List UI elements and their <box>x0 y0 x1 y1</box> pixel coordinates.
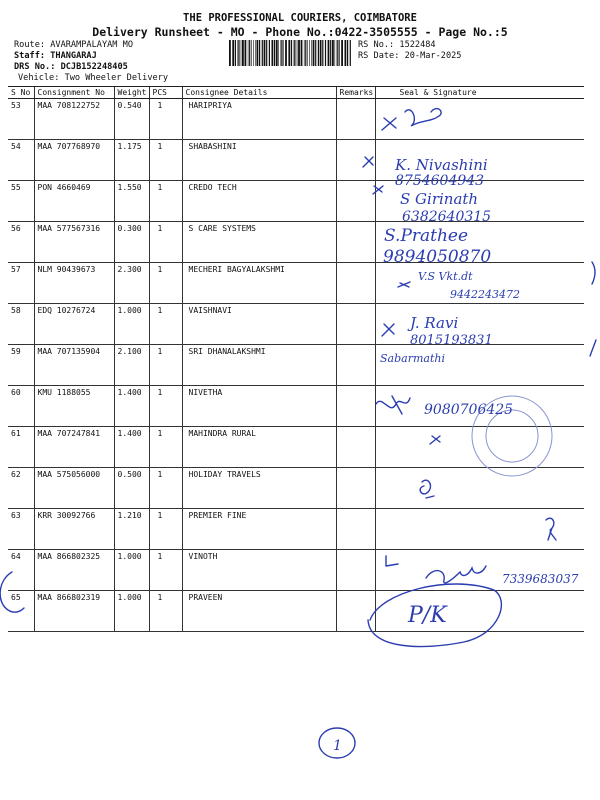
cell-weight: 1.000 <box>114 591 149 632</box>
page-circle <box>319 728 355 758</box>
sig59-name: Sabarmathi <box>380 352 445 365</box>
cell-remarks <box>336 263 375 304</box>
cell-signature <box>375 222 584 263</box>
table-row <box>8 509 584 550</box>
cell-remarks <box>336 509 375 550</box>
cell-consignment: MAA 575056000 <box>34 468 114 509</box>
cell-signature <box>375 509 584 550</box>
rs-number: RS No.: 1522484 <box>358 40 436 50</box>
staff-label: Staff: THANGARAJ <box>14 51 97 61</box>
cell-consignment: MAA 577567316 <box>34 222 114 263</box>
cell-signature <box>375 99 584 140</box>
sig56-name: S.Prathee <box>384 226 469 246</box>
cell-remarks <box>336 181 375 222</box>
col-signature: Seal & Signature <box>375 87 584 99</box>
col-sno: S No <box>8 87 34 99</box>
cell-signature <box>375 591 584 632</box>
company-title: THE PROFESSIONAL COURIERS, COIMBATORE <box>183 12 417 24</box>
cell-signature <box>375 386 584 427</box>
col-weight: Weight <box>114 87 149 99</box>
col-pcs: PCS <box>149 87 182 99</box>
rs-date: RS Date: 20-Mar-2025 <box>358 51 462 61</box>
cell-consignee: NIVETHA <box>182 386 336 427</box>
cell-remarks <box>336 550 375 591</box>
cell-pcs: 1 <box>149 591 182 632</box>
cell-remarks <box>336 99 375 140</box>
cell-sno: 53 <box>8 99 34 140</box>
cell-weight: 1.000 <box>114 304 149 345</box>
cell-sno: 56 <box>8 222 34 263</box>
cell-remarks <box>336 140 375 181</box>
cell-weight: 1.210 <box>114 509 149 550</box>
cell-pcs: 1 <box>149 345 182 386</box>
cell-sno: 59 <box>8 345 34 386</box>
table-row <box>8 263 584 304</box>
cell-sno: 54 <box>8 140 34 181</box>
sig65-mark: P/K <box>408 603 447 628</box>
cell-consignment: MAA 866802319 <box>34 591 114 632</box>
sig55-phone: 6382640315 <box>402 209 492 225</box>
cell-pcs: 1 <box>149 222 182 263</box>
cell-consignee: HARIPRIYA <box>182 99 336 140</box>
cell-weight: 0.300 <box>114 222 149 263</box>
cell-consignee: HOLIDAY TRAVELS <box>182 468 336 509</box>
cell-remarks <box>336 427 375 468</box>
cell-consignment: MAA 866802325 <box>34 550 114 591</box>
table-row <box>8 181 584 222</box>
cell-consignment: MAA 707135904 <box>34 345 114 386</box>
sig55-name: S Girinath <box>400 190 479 208</box>
cell-weight: 0.540 <box>114 99 149 140</box>
cell-pcs: 1 <box>149 140 182 181</box>
col-consignee: Consignee Details <box>182 87 336 99</box>
cell-weight: 2.300 <box>114 263 149 304</box>
cell-sno: 63 <box>8 509 34 550</box>
runsheet-table <box>8 86 584 632</box>
cell-consignment: MAA 707247841 <box>34 427 114 468</box>
cell-remarks <box>336 345 375 386</box>
cell-sno: 64 <box>8 550 34 591</box>
cell-consignee: VINOTH <box>182 550 336 591</box>
cell-signature <box>375 140 584 181</box>
cell-consignee: PRAVEEN <box>182 591 336 632</box>
cell-pcs: 1 <box>149 99 182 140</box>
sig57-name: V.S Vkt.dt <box>418 270 473 283</box>
cell-pcs: 1 <box>149 550 182 591</box>
cell-signature <box>375 181 584 222</box>
cell-weight: 1.400 <box>114 427 149 468</box>
cell-sno: 65 <box>8 591 34 632</box>
drs-number: DRS No.: DCJB152248405 <box>14 62 128 72</box>
cell-pcs: 1 <box>149 304 182 345</box>
cell-remarks <box>336 591 375 632</box>
sig64-phone: 7339683037 <box>502 572 579 586</box>
table-row <box>8 550 584 591</box>
cell-consignee: MAHINDRA RURAL <box>182 427 336 468</box>
sig58-phone: 8015193831 <box>410 333 493 348</box>
cell-weight: 1.000 <box>114 550 149 591</box>
col-consignment: Consignment No <box>34 87 114 99</box>
cell-weight: 1.400 <box>114 386 149 427</box>
cell-pcs: 1 <box>149 468 182 509</box>
table-header <box>8 87 584 99</box>
cell-consignment: KMU 1188055 <box>34 386 114 427</box>
vehicle-label: Vehicle: Two Wheeler Delivery <box>18 73 169 83</box>
cell-consignee: SHABASHINI <box>182 140 336 181</box>
cell-consignee: PREMIER FINE <box>182 509 336 550</box>
table-row <box>8 345 584 386</box>
cell-sno: 61 <box>8 427 34 468</box>
cell-consignment: MAA 708122752 <box>34 99 114 140</box>
barcode <box>229 40 352 66</box>
cell-consignment: NLM 90439673 <box>34 263 114 304</box>
cell-remarks <box>336 304 375 345</box>
sig60-phone: 9080706425 <box>424 402 514 418</box>
sig57-phone: 9442243472 <box>450 288 520 301</box>
cell-consignee: S CARE SYSTEMS <box>182 222 336 263</box>
cell-sno: 55 <box>8 181 34 222</box>
cell-consignment: MAA 707768970 <box>34 140 114 181</box>
cell-remarks <box>336 222 375 263</box>
cell-weight: 1.550 <box>114 181 149 222</box>
table-row <box>8 386 584 427</box>
cell-consignment: EDQ 10276724 <box>34 304 114 345</box>
table-row <box>8 304 584 345</box>
table-row <box>8 468 584 509</box>
cell-signature <box>375 468 584 509</box>
cell-consignment: PON 4660469 <box>34 181 114 222</box>
table-row <box>8 222 584 263</box>
cell-sno: 58 <box>8 304 34 345</box>
cell-consignee: MECHERI BAGYALAKSHMI <box>182 263 336 304</box>
cell-signature <box>375 550 584 591</box>
cell-pcs: 1 <box>149 181 182 222</box>
cell-signature <box>375 263 584 304</box>
cell-consignee: CREDO TECH <box>182 181 336 222</box>
cell-pcs: 1 <box>149 386 182 427</box>
cell-consignment: KRR 30092766 <box>34 509 114 550</box>
page-circle-number: 1 <box>333 738 342 754</box>
cell-remarks <box>336 386 375 427</box>
cell-signature <box>375 345 584 386</box>
sig54-name: K. Nivashini <box>395 156 488 174</box>
cell-pcs: 1 <box>149 509 182 550</box>
cell-consignee: VAISHNAVI <box>182 304 336 345</box>
sig54-phone: 8754604943 <box>395 173 485 189</box>
cell-sno: 60 <box>8 386 34 427</box>
cell-weight: 0.500 <box>114 468 149 509</box>
cell-weight: 2.100 <box>114 345 149 386</box>
cell-pcs: 1 <box>149 427 182 468</box>
col-remarks: Remarks <box>336 87 375 99</box>
cell-sno: 57 <box>8 263 34 304</box>
cell-signature <box>375 304 584 345</box>
runsheet-title: Delivery Runsheet - MO - Phone No.:0422-3505555 - Page No.:5 <box>92 25 508 39</box>
route-label: Route: AVARAMPALAYAM MO <box>14 40 133 50</box>
table-row <box>8 591 584 632</box>
cell-remarks <box>336 468 375 509</box>
cell-signature <box>375 427 584 468</box>
table-row <box>8 427 584 468</box>
sig56-phone: 9894050870 <box>383 247 492 267</box>
cell-sno: 62 <box>8 468 34 509</box>
cell-consignee: SRI DHANALAKSHMI <box>182 345 336 386</box>
cell-weight: 1.175 <box>114 140 149 181</box>
table-row <box>8 99 584 140</box>
sig58-name: J. Ravi <box>410 314 459 332</box>
margin-mark-right <box>590 262 596 356</box>
cell-pcs: 1 <box>149 263 182 304</box>
table-row <box>8 140 584 181</box>
